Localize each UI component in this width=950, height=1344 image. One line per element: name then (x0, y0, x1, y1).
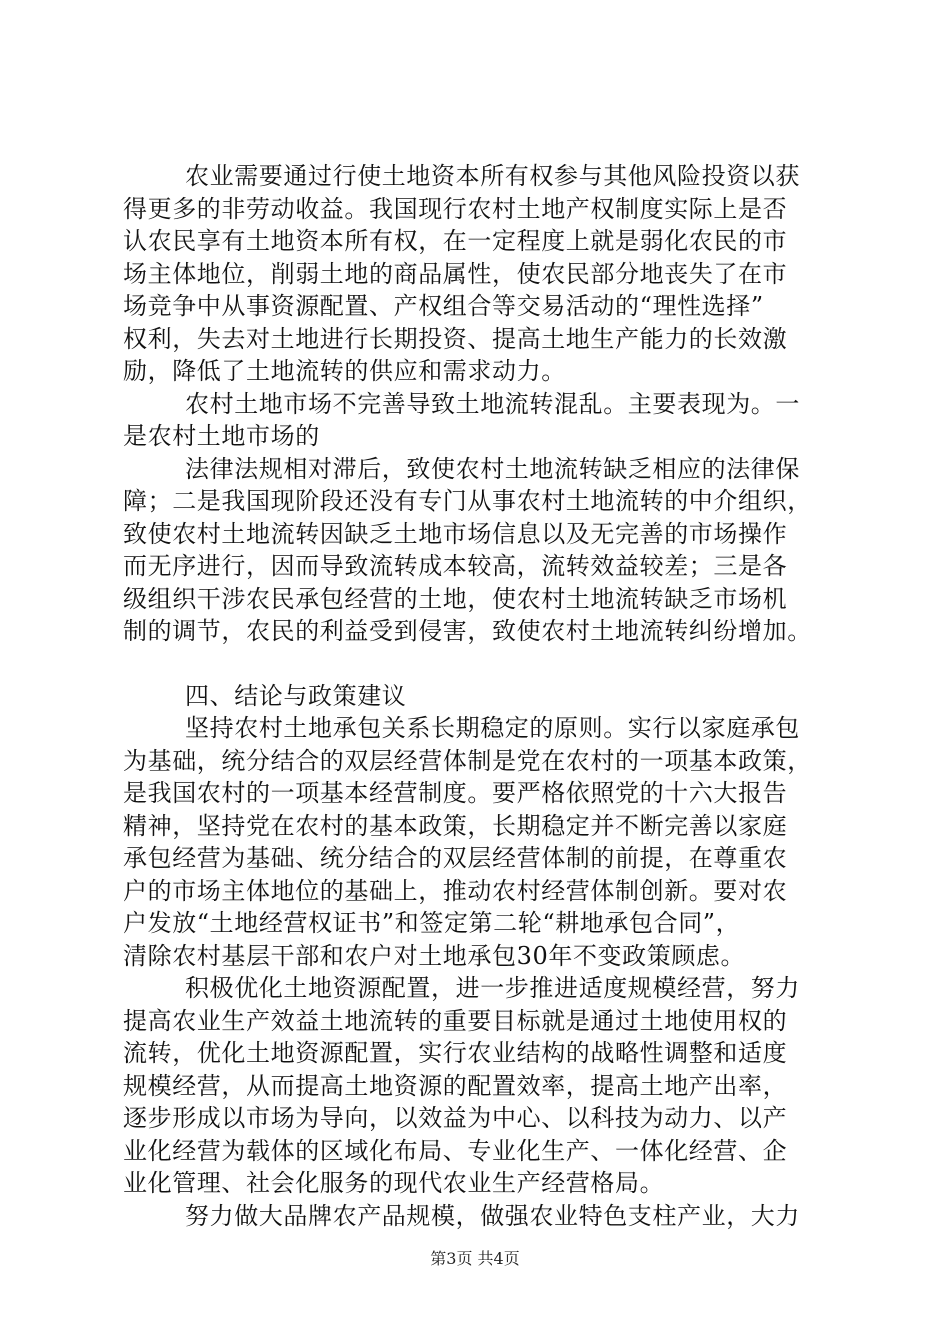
paragraph-gap (123, 648, 823, 680)
paragraph-line: 努力做大品牌农产品规模，做强农业特色支柱产业，大力 (185, 1201, 800, 1230)
paragraph-line: 权利，失去对土地进行长期投资、提高土地生产能力的长效激 (123, 324, 788, 353)
paragraph-line: 逐步形成以市场为导向，以效益为中心、以科技为动力、以产 (123, 1104, 788, 1132)
paragraph-line: 提高农业生产效益土地流转的重要目标就是通过土地使用权的 (123, 1006, 788, 1035)
paragraph-line: 致使农村土地流转因缺乏土地市场信息以及无完善的市场操作 (123, 519, 788, 548)
paragraph-line: 得更多的非劳动收益。我国现行农村土地产权制度实际上是否 (123, 194, 788, 223)
paragraph-line: 制的调节，农民的利益受到侵害，致使农村土地流转纠纷增加。 (123, 617, 812, 645)
paragraph-line: 农业需要通过行使土地资本所有权参与其他风险投资以获 (185, 162, 800, 190)
paragraph-line: 承包经营为基础、统分结合的双层经营体制的前提，在尊重农 (123, 844, 788, 872)
paragraph-line: 障；二是我国现阶段还没有专门从事农村土地流转的中介组织， (123, 487, 812, 515)
paragraph-line: 是农村土地市场的 (123, 422, 320, 450)
paragraph-line: 清除农村基层干部和农户对土地承包30年不变政策顾虑。 (123, 941, 746, 970)
page-footer: 第3页 共4页 (430, 1249, 520, 1268)
paragraph-line: 场竞争中从事资源配置、产权组合等交易活动的“理性选择” (123, 292, 764, 320)
paragraph-line: 是我国农村的一项基本经营制度。要严格依照党的十六大报告 (123, 779, 788, 807)
paragraph-line: 流转，优化土地资源配置，实行农业结构的战略性调整和适度 (123, 1039, 788, 1067)
section-heading: 四、结论与政策建议 (185, 681, 407, 710)
paragraph-line: 户的市场主体地位的基础上，推动农村经营体制创新。要对农 (123, 876, 788, 905)
paragraph-line: 业化管理、社会化服务的现代农业生产经营格局。 (123, 1169, 665, 1197)
paragraph-line: 而无序进行，因而导致流转成本较高，流转效益较差；三是各 (123, 552, 788, 580)
paragraph-line: 精神，坚持党在农村的基本政策，长期稳定并不断完善以家庭 (123, 811, 788, 840)
paragraph-line: 励，降低了土地流转的供应和需求动力。 (123, 357, 566, 385)
paragraph-line: 法律法规相对滞后，致使农村土地流转缺乏相应的法律保 (185, 454, 800, 483)
document-body (123, 160, 823, 1232)
paragraph-line: 户发放“土地经营权证书”和签定第二轮“耕地承包合同”， (123, 909, 741, 937)
paragraph-line: 业化经营为载体的区域化布局、专业化生产、一体化经营、企 (123, 1136, 788, 1165)
paragraph-line: 农村土地市场不完善导致土地流转混乱。主要表现为。一 (185, 389, 800, 418)
paragraph-line: 规模经营，从而提高土地资源的配置效率，提高土地产出率， (123, 1071, 788, 1100)
paragraph-line: 坚持农村土地承包关系长期稳定的原则。实行以家庭承包 (185, 714, 800, 742)
paragraph-line: 认农民享有土地资本所有权，在一定程度上就是弱化农民的市 (123, 227, 788, 255)
paragraph-line: 级组织干涉农民承包经营的土地，使农村土地流转缺乏市场机 (123, 584, 788, 613)
paragraph-line: 积极优化土地资源配置，进一步推进适度规模经营，努力 (185, 974, 800, 1002)
paragraph-line: 为基础，统分结合的双层经营体制是党在农村的一项基本政策， (123, 746, 812, 775)
paragraph-line: 场主体地位，削弱土地的商品属性，使农民部分地丧失了在市 (123, 259, 788, 288)
